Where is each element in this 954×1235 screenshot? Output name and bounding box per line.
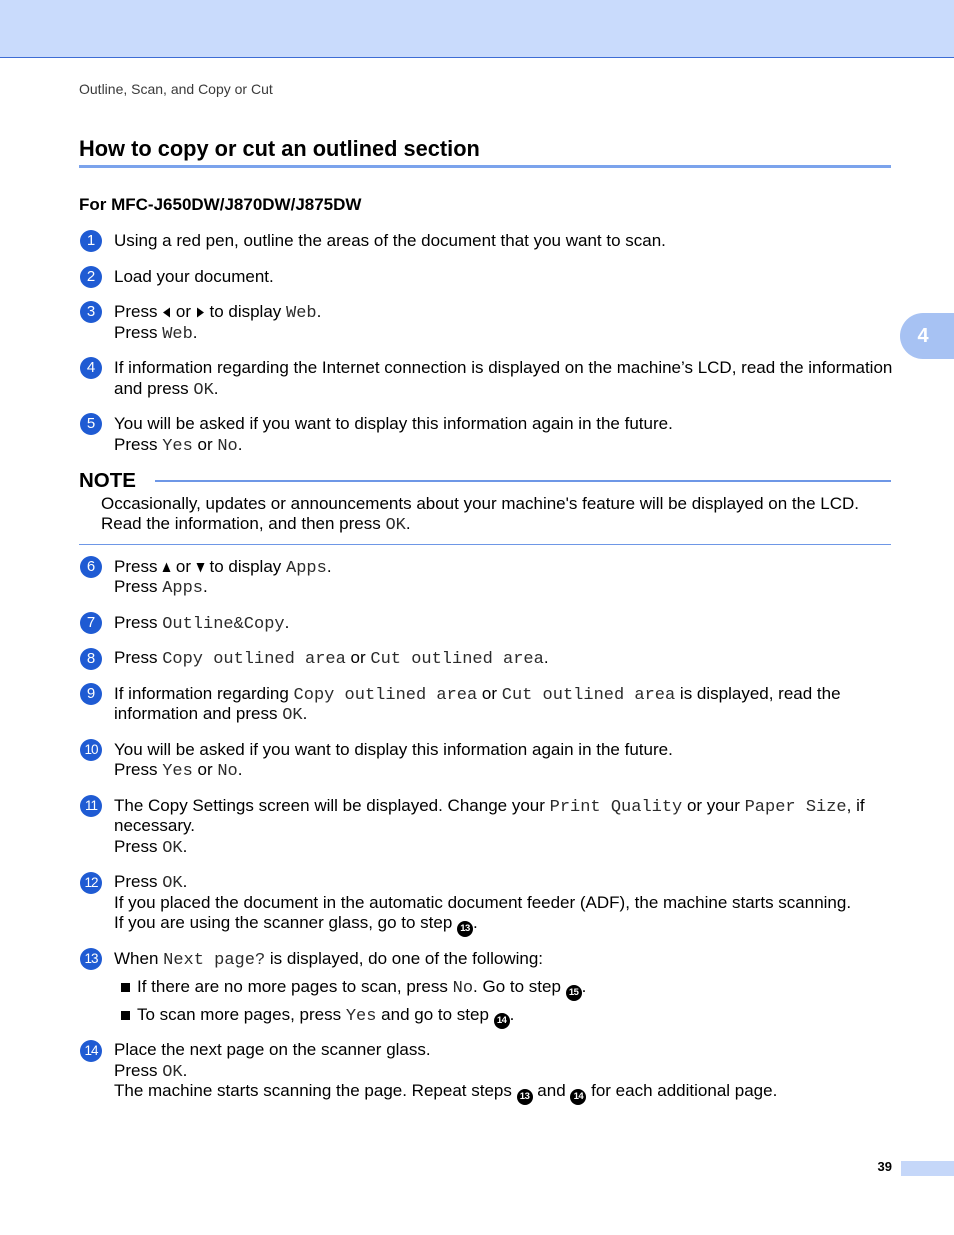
step-text-line — [114, 557, 891, 578]
lcd-option: Print Quality — [549, 797, 683, 817]
lcd-option: No — [217, 436, 238, 456]
step-text: or — [171, 556, 196, 576]
step-text: If you are using the scanner glass, go to step — [114, 913, 458, 933]
chapter-number: 4 — [917, 325, 929, 347]
note-text: . — [405, 514, 411, 534]
step-text: or — [171, 302, 196, 321]
step-text: . — [326, 556, 332, 576]
step-text: . — [192, 322, 198, 342]
lcd-option: OK — [193, 380, 214, 400]
running-header: Outline, Scan, and Copy or Cut — [79, 81, 273, 97]
step-3 — [79, 302, 891, 343]
step-text: Press — [114, 760, 163, 780]
list-item — [114, 977, 891, 998]
step-text: Press — [114, 612, 163, 632]
note-body — [79, 494, 891, 535]
step-text: If you placed the document in the automatic document feeder (ADF), the machine starts scanning. — [114, 892, 852, 912]
step-text: The machine starts scanning the page. Repeat steps — [114, 1081, 517, 1101]
lcd-option: Next page? — [163, 950, 266, 970]
step-5 — [79, 414, 891, 455]
page-number-bar — [901, 1161, 954, 1176]
step-text-line — [114, 1040, 891, 1061]
step-text: is displayed, do one of the following: — [265, 948, 544, 968]
step-text: and press — [114, 378, 194, 398]
step-number-marker: 12 — [80, 872, 102, 894]
lcd-option: Apps — [162, 579, 203, 599]
step-text-line — [114, 323, 891, 344]
lcd-option: Outline&Copy — [162, 614, 285, 634]
step-list — [79, 231, 891, 1117]
step-number-marker: 14 — [80, 1040, 102, 1062]
note-text-line — [101, 514, 891, 535]
step-text: and — [532, 1081, 571, 1101]
step-reference-marker: 13 — [517, 1089, 533, 1105]
step-text-line — [114, 760, 891, 781]
step-text-line — [114, 704, 891, 725]
step-text-line — [114, 577, 891, 598]
step-text: . — [473, 913, 478, 933]
step-2 — [79, 267, 891, 288]
step-11 — [79, 796, 891, 858]
step-text: When — [114, 948, 164, 968]
step-text-line — [114, 913, 891, 934]
step-text-line — [114, 414, 891, 435]
down-arrow-icon — [196, 562, 205, 573]
model-heading: For MFC-J650DW/J870DW/J875DW — [79, 195, 362, 214]
left-arrow-icon — [162, 307, 171, 318]
lcd-option: Apps — [286, 558, 327, 578]
step-number-marker: 2 — [80, 266, 102, 288]
step-text: Press — [114, 836, 163, 856]
step-text: or — [192, 760, 218, 780]
lcd-option: Web — [162, 324, 193, 344]
step-number-marker: 1 — [80, 230, 102, 252]
step-text-line — [114, 893, 891, 914]
step-text: If there are no more pages to scan, press — [137, 976, 453, 996]
step-reference-marker: 14 — [494, 1013, 510, 1029]
step-text: The Copy Settings screen will be displayed. Change your — [114, 795, 550, 815]
step-number-marker: 7 — [80, 612, 102, 634]
step-text-line — [114, 302, 891, 323]
step-number-marker: 3 — [80, 301, 102, 323]
step-12 — [79, 872, 891, 934]
step-text: Press — [114, 1060, 163, 1080]
list-item — [114, 1005, 891, 1026]
step-text: Press — [114, 322, 163, 342]
step-number-marker: 11 — [80, 795, 102, 817]
step-reference-marker: 14 — [570, 1089, 586, 1105]
step-text: Place the next page on the scanner glass. — [114, 1040, 431, 1060]
step-text: . — [316, 302, 322, 321]
bullet-square-icon — [121, 1011, 130, 1020]
lcd-option: Paper Size — [744, 797, 847, 817]
right-arrow-icon — [196, 307, 205, 318]
lcd-option: OK — [385, 516, 406, 536]
step-text-line — [114, 358, 891, 379]
step-text: Press — [114, 648, 163, 668]
step-14 — [79, 1040, 891, 1102]
step-text: . — [509, 1004, 515, 1024]
step-text-line — [114, 872, 891, 893]
note-heading-rule — [155, 480, 891, 482]
step-text: or your — [682, 795, 745, 815]
step-number-marker: 9 — [80, 683, 102, 705]
step-text-line — [114, 267, 891, 288]
header-banner — [0, 0, 954, 58]
step-number-marker: 5 — [80, 413, 102, 435]
section-title-underline — [79, 165, 891, 168]
step-reference-marker: 13 — [457, 921, 473, 937]
step-text: necessary. — [114, 816, 195, 836]
step-text-line — [114, 648, 891, 669]
lcd-option: No — [217, 762, 238, 782]
step-6 — [79, 557, 891, 598]
step-text: You will be asked if you want to display this information again in the future. — [114, 414, 673, 433]
step-text-line — [114, 837, 891, 858]
note-text: Occasionally, updates or announcements about your machine's feature will be displayed on the LCD. — [101, 493, 859, 513]
lcd-option: Web — [286, 304, 317, 323]
step-number-marker: 13 — [80, 948, 102, 970]
step-text-line — [114, 684, 891, 705]
step-text-line — [114, 435, 891, 456]
step-number-marker: 8 — [80, 648, 102, 670]
section-title: How to copy or cut an outlined section — [79, 136, 480, 161]
step-text: Press — [114, 577, 163, 597]
note-text-line — [101, 494, 891, 515]
step-text: information and press — [114, 704, 283, 724]
step-text: . — [284, 612, 290, 632]
step-text: . — [237, 760, 243, 780]
step-text: or — [477, 683, 502, 703]
step-text-line — [114, 796, 891, 817]
step-9 — [79, 684, 891, 725]
step-text: . — [237, 434, 243, 454]
step-7 — [79, 613, 891, 634]
lcd-option: Cut outlined area — [370, 650, 544, 670]
step-text-line — [114, 379, 891, 400]
step-text: . — [581, 976, 587, 996]
step-text-line — [114, 1081, 891, 1102]
step-1 — [79, 231, 891, 252]
lcd-option: Copy outlined area — [162, 650, 346, 670]
step-text: is displayed, read the — [675, 683, 841, 703]
bullet-square-icon — [121, 983, 130, 992]
step-text: . — [302, 704, 308, 724]
step-text: Load your document. — [114, 266, 274, 286]
step-text: Press — [114, 434, 163, 454]
step-text: Press — [114, 302, 163, 321]
step-text-line — [114, 816, 891, 837]
step-text: Press — [114, 872, 163, 892]
chapter-tab — [900, 313, 954, 359]
lcd-option: Yes — [345, 1006, 377, 1026]
lcd-option: Copy outlined area — [293, 685, 478, 705]
step-text: or — [192, 434, 218, 454]
step-text: or — [345, 648, 371, 668]
lcd-option: OK — [282, 706, 303, 726]
step-text: for each additional page. — [586, 1081, 778, 1101]
step-text-line — [114, 231, 891, 252]
step-text-line — [114, 949, 891, 970]
step-text: to display — [204, 302, 287, 321]
note-text: Read the information, and then press — [101, 514, 386, 534]
step-text: Press — [114, 556, 163, 576]
step-text: Using a red pen, outline the areas of the document that you want to scan. — [114, 231, 666, 250]
step-text-line — [114, 740, 891, 761]
step-text: , if — [846, 795, 865, 815]
lcd-option: Yes — [162, 762, 193, 782]
page-number: 39 — [877, 1159, 892, 1174]
step-text: . — [213, 378, 219, 398]
step-13 — [79, 949, 891, 1026]
up-arrow-icon — [162, 562, 171, 573]
step-text: and go to step — [376, 1004, 494, 1024]
lcd-option: OK — [162, 874, 183, 894]
bullet-text-line — [137, 1005, 891, 1026]
bullet-text-line — [137, 977, 891, 998]
note-label: NOTE — [79, 469, 136, 492]
step-text: If information regarding — [114, 683, 294, 703]
step-text: to display — [204, 556, 287, 576]
step-text: If information regarding the Internet connection is displayed on the machine’s LCD, read the information — [114, 358, 893, 377]
step-text: To scan more pages, press — [137, 1004, 346, 1024]
step-8 — [79, 648, 891, 669]
lcd-option: Cut outlined area — [501, 685, 676, 705]
lcd-option: OK — [162, 838, 183, 858]
step-text: You will be asked if you want to display this information again in the future. — [114, 739, 673, 759]
step-number-marker: 6 — [80, 556, 102, 578]
step-text: . — [203, 577, 208, 597]
step-text: . — [182, 872, 188, 892]
step-reference-marker: 15 — [566, 985, 582, 1001]
step-number-marker: 10 — [80, 739, 102, 761]
step-text: . — [182, 836, 188, 856]
lcd-option: Yes — [162, 436, 193, 456]
step-text-line — [114, 613, 891, 634]
note-box — [79, 470, 891, 545]
step-10 — [79, 740, 891, 781]
step-text: . Go to step — [473, 976, 566, 996]
note-heading — [79, 470, 891, 492]
step-4 — [79, 358, 891, 399]
step-text: . — [543, 648, 549, 668]
step-number-marker: 4 — [80, 357, 102, 379]
step-text: . — [182, 1060, 188, 1080]
lcd-option: OK — [162, 1062, 183, 1082]
lcd-option: No — [452, 978, 474, 998]
step-text-line — [114, 1061, 891, 1082]
